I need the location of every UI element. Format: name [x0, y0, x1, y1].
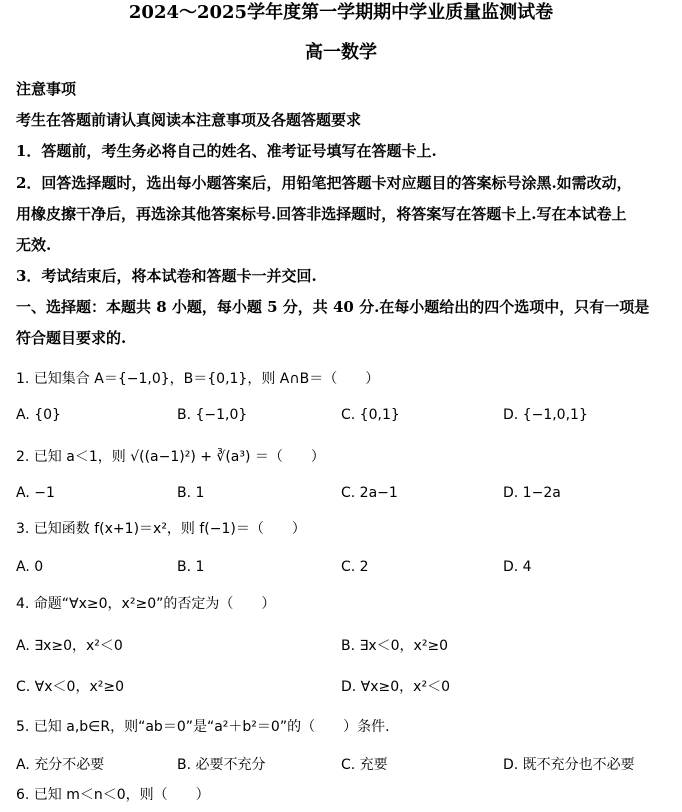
question-4-option-c: C. ∀x＜0，x²≥0 — [16, 679, 124, 695]
question-2-option-d: D. 1−2a — [503, 485, 561, 501]
question-2-stem: 2. 已知 a＜1，则 √((a−1)²) + ∛(a³) ＝（ ） — [16, 449, 325, 465]
notice-item-2: 2．回答选择题时，选出每小题答案后，用铅笔把答题卡对应题目的答案标号涂黑.如需改动， — [16, 174, 632, 192]
question-3-option-d: D. 4 — [503, 559, 532, 575]
question-2-option-a: A. −1 — [16, 485, 55, 501]
question-4-option-d: D. ∀x≥0，x²＜0 — [341, 679, 450, 695]
exam-subtitle: 高一数学 — [305, 42, 377, 63]
notice-item-1: 1．答题前，考生务必将自己的姓名、准考证号填写在答题卡上. — [16, 142, 437, 160]
question-5-option-c: C. 充要 — [341, 757, 388, 773]
question-5-option-a: A. 充分不必要 — [16, 757, 105, 773]
exam-title: 2024～2025学年度第一学期期中学业质量监测试卷 — [128, 2, 554, 23]
notice-item-3: 3．考试结束后，将本试卷和答题卡一并交回. — [16, 267, 317, 285]
question-1-option-a: A. {0} — [16, 407, 61, 423]
question-3-option-b: B. 1 — [177, 559, 205, 575]
section-heading-cont: 符合题目要求的. — [16, 329, 127, 347]
question-3-stem: 3. 已知函数 f(x+1)＝x²，则 f(−1)＝（ ） — [16, 521, 306, 537]
question-4-option-b: B. ∃x＜0，x²≥0 — [341, 638, 449, 654]
question-3-option-c: C. 2 — [341, 559, 369, 575]
question-2-option-c: C. 2a−1 — [341, 485, 398, 501]
notice-heading: 注意事项 — [16, 80, 77, 98]
question-5-stem: 5. 已知 a,b∈R，则“ab＝0”是“a²＋b²＝0”的（ ）条件. — [16, 719, 390, 735]
question-1-option-c: C. {0,1} — [341, 407, 400, 423]
question-5-option-d: D. 既不充分也不必要 — [503, 757, 635, 773]
question-2-option-b: B. 1 — [177, 485, 205, 501]
question-1-stem: 1. 已知集合 A＝{−1,0}，B＝{0,1}，则 A∩B＝（ ） — [16, 371, 380, 387]
notice-item-2-cont: 用橡皮擦干净后，再选涂其他答案标号.回答非选择题时，将答案写在答题卡上.写在本试卷上 — [16, 205, 627, 223]
question-1-option-b: B. {−1,0} — [177, 407, 248, 423]
question-3-option-a: A. 0 — [16, 559, 44, 575]
notice-item-2-end: 无效. — [16, 236, 52, 254]
question-6-stem: 6. 已知 m＜n＜0，则（ ） — [16, 787, 210, 803]
section-heading: 一、选择题：本题共 8 小题，每小题 5 分，共 40 分.在每小题给出的四个选项中，只有一项是 — [16, 298, 650, 316]
question-4-option-a: A. ∃x≥0，x²＜0 — [16, 638, 123, 654]
question-5-option-b: B. 必要不充分 — [177, 757, 266, 773]
question-4-stem: 4. 命题“∀x≥0，x²≥0”的否定为（ ） — [16, 596, 276, 612]
notice-intro: 考生在答题前请认真阅读本注意事项及各题答题要求 — [16, 111, 362, 129]
question-1-option-d: D. {−1,0,1} — [503, 407, 588, 423]
